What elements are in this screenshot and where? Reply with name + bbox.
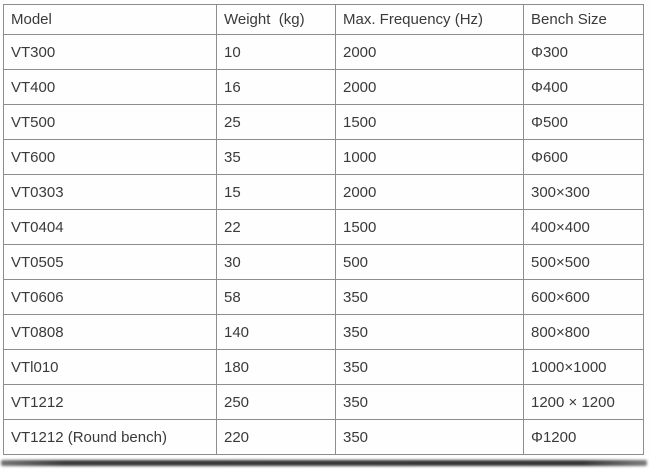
- cell-weight: 180: [217, 350, 336, 385]
- cell-model: VT500: [4, 105, 217, 140]
- cell-max-frequency: 350: [336, 420, 524, 455]
- cell-weight: 30: [217, 245, 336, 280]
- cell-weight: 58: [217, 280, 336, 315]
- cell-weight: 10: [217, 35, 336, 70]
- cell-model: VT0404: [4, 210, 217, 245]
- cell-bench-size: 400×400: [524, 210, 644, 245]
- table-row: [4, 350, 644, 385]
- cell-bench-size: Φ500: [524, 105, 644, 140]
- cell-bench-size: 300×300: [524, 175, 644, 210]
- cell-bench-size: Φ600: [524, 140, 644, 175]
- table-row: [4, 175, 644, 210]
- table-body: [4, 35, 644, 455]
- cell-max-frequency: 1000: [336, 140, 524, 175]
- table-row: [4, 140, 644, 175]
- cell-weight: 25: [217, 105, 336, 140]
- cell-weight: 140: [217, 315, 336, 350]
- cell-model: VT0505: [4, 245, 217, 280]
- table-row: [4, 210, 644, 245]
- cell-max-frequency: 2000: [336, 35, 524, 70]
- cell-bench-size: 1200 × 1200: [524, 385, 644, 420]
- cell-model: VT0606: [4, 280, 217, 315]
- table-row: [4, 245, 644, 280]
- cell-model: VT1212: [4, 385, 217, 420]
- table-row: [4, 280, 644, 315]
- cell-model: VT400: [4, 70, 217, 105]
- cell-model: VT0303: [4, 175, 217, 210]
- table-row: [4, 35, 644, 70]
- column-header-weight: Weight (kg): [217, 5, 336, 35]
- cell-max-frequency: 500: [336, 245, 524, 280]
- cell-max-frequency: 1500: [336, 105, 524, 140]
- cell-max-frequency: 350: [336, 385, 524, 420]
- column-header-bench-size: Bench Size: [524, 5, 644, 35]
- cell-model: VT600: [4, 140, 217, 175]
- cell-bench-size: Φ300: [524, 35, 644, 70]
- cell-model: VT300: [4, 35, 217, 70]
- table-row: [4, 315, 644, 350]
- cell-weight: 15: [217, 175, 336, 210]
- cell-max-frequency: 350: [336, 350, 524, 385]
- cell-bench-size: 500×500: [524, 245, 644, 280]
- cell-weight: 220: [217, 420, 336, 455]
- cell-weight: 250: [217, 385, 336, 420]
- table-row: [4, 105, 644, 140]
- cell-model: VTl010: [4, 350, 217, 385]
- spec-table: [3, 4, 644, 455]
- cell-max-frequency: 2000: [336, 175, 524, 210]
- cell-bench-size: 1000×1000: [524, 350, 644, 385]
- cell-bench-size: Φ1200: [524, 420, 644, 455]
- cell-bench-size: 800×800: [524, 315, 644, 350]
- header-row: [4, 5, 644, 35]
- table-bottom-shadow: [1, 460, 647, 466]
- cell-weight: 35: [217, 140, 336, 175]
- column-header-model: Model: [4, 5, 217, 35]
- cell-weight: 22: [217, 210, 336, 245]
- cell-max-frequency: 1500: [336, 210, 524, 245]
- table-row: [4, 420, 644, 455]
- cell-weight: 16: [217, 70, 336, 105]
- cell-max-frequency: 350: [336, 280, 524, 315]
- cell-max-frequency: 2000: [336, 70, 524, 105]
- cell-model: VT0808: [4, 315, 217, 350]
- cell-bench-size: Φ400: [524, 70, 644, 105]
- table-row: [4, 70, 644, 105]
- table-row: [4, 385, 644, 420]
- cell-model: VT1212 (Round bench): [4, 420, 217, 455]
- cell-bench-size: 600×600: [524, 280, 644, 315]
- column-header-max-frequency: Max. Frequency (Hz): [336, 5, 524, 35]
- cell-max-frequency: 350: [336, 315, 524, 350]
